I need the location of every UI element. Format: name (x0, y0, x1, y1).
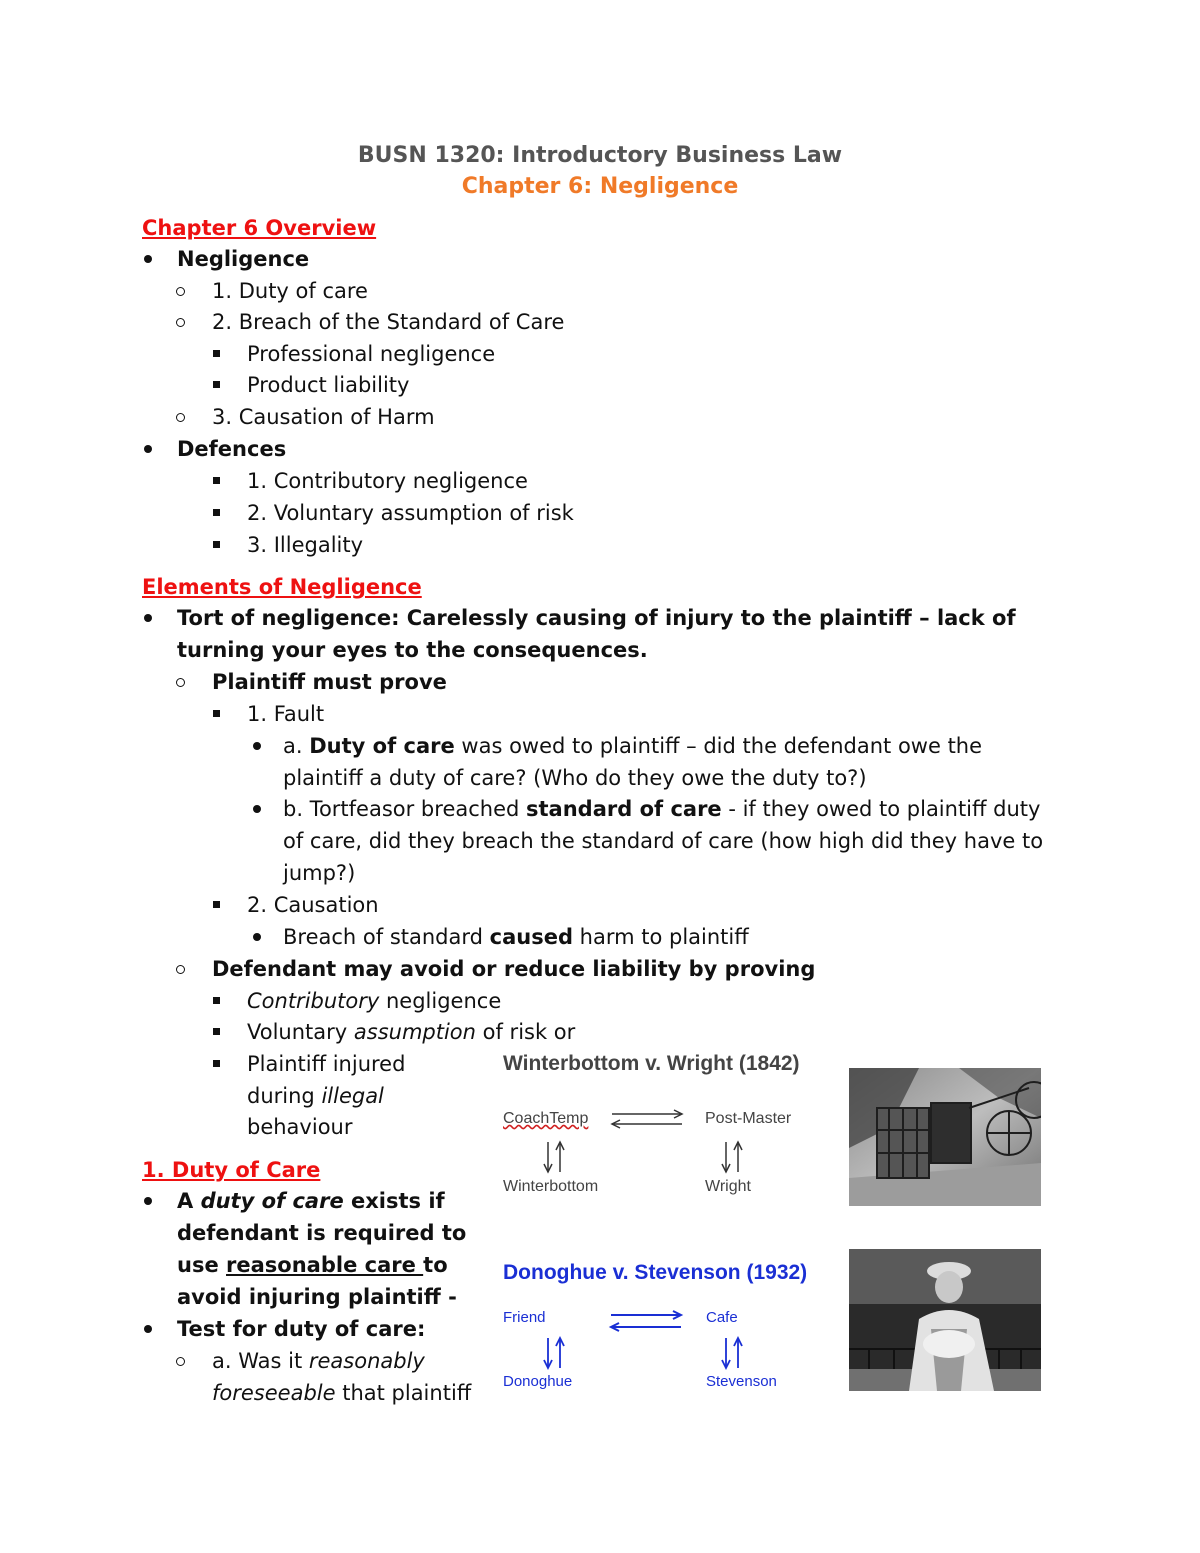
bullet-icon (213, 381, 220, 388)
bullet-icon (176, 287, 185, 296)
duty-def-line3: use reasonable care to (177, 1253, 448, 1277)
bullet-icon (144, 1197, 152, 1205)
case2-top-right: Cafe (706, 1309, 738, 1326)
overview-breach: 2. Breach of the Standard of Care (212, 310, 565, 334)
bullet-icon (253, 933, 261, 941)
bullet-icon (144, 614, 152, 622)
bullet-icon (176, 1357, 185, 1366)
case2-top-left: Friend (503, 1309, 546, 1326)
case1-bottom-left: Winterbottom (503, 1178, 599, 1195)
duty-test: Test for duty of care: (177, 1317, 426, 1341)
case2-right-updown-icon (718, 1334, 758, 1374)
case1-title: Winterbottom v. Wright (1842) (503, 1052, 800, 1075)
overview-product: Product liability (247, 373, 410, 397)
bullet-icon (253, 805, 261, 813)
case1-top-left: CoachTemp (503, 1110, 589, 1127)
donoghue-photo (849, 1249, 1041, 1391)
illegal-line2: during illegal (247, 1084, 384, 1108)
overview-causation: 3. Causation of Harm (212, 405, 435, 429)
plaintiff-must-prove: Plaintiff must prove (212, 670, 447, 694)
chapter-title: Chapter 6: Negligence (461, 174, 739, 199)
bullet-icon (213, 1060, 220, 1067)
duty-test-a-line2: foreseeable that plaintiff (212, 1381, 472, 1405)
bullet-icon (176, 413, 185, 422)
defence-2: 2. Voluntary assumption of risk (247, 501, 574, 525)
fault-item: 1. Fault (247, 702, 325, 726)
bullet-icon (213, 541, 220, 548)
bullet-icon (213, 477, 220, 484)
fault-b-line2: of care, did they breach the standard of care (how high did they have to (283, 829, 1044, 853)
overview-defences: Defences (177, 437, 287, 461)
bullet-icon (176, 678, 185, 687)
bullet-icon (144, 1325, 152, 1333)
tort-definition-line1: Tort of negligence: Carelessly causing of injury to the plaintiff – lack of (177, 606, 1016, 630)
case2-bottom-right: Stevenson (706, 1373, 777, 1390)
case1-bottom-right: Wright (705, 1178, 751, 1195)
defence-3: 3. Illegality (247, 533, 364, 557)
case2-bottom-left: Donoghue (503, 1373, 573, 1390)
case1-right-updown-icon (718, 1138, 758, 1178)
bullet-icon (213, 710, 220, 717)
contributory-item: Contributory negligence (247, 989, 502, 1013)
bullet-icon (213, 1028, 220, 1035)
bullet-icon (213, 997, 220, 1004)
case2-title: Donoghue v. Stevenson (1932) (503, 1261, 808, 1284)
case1-left-updown-icon (540, 1138, 580, 1178)
illegal-line1: Plaintiff injured (247, 1052, 406, 1076)
overview-negligence: Negligence (177, 247, 310, 271)
duty-heading: 1. Duty of Care (142, 1158, 321, 1182)
bullet-icon (213, 901, 220, 908)
case2-left-updown-icon (540, 1334, 580, 1374)
bullet-icon (176, 318, 185, 327)
bullet-icon (176, 965, 185, 974)
voluntary-item: Voluntary assumption of risk or (247, 1020, 576, 1044)
course-title: BUSN 1320: Introductory Business Law (357, 143, 843, 168)
causation-item: 2. Causation (247, 893, 379, 917)
overview-heading: Chapter 6 Overview (142, 216, 377, 240)
duty-test-a-line1: a. Was it reasonably (212, 1349, 425, 1373)
coach-wreck-photo (849, 1068, 1041, 1206)
case1-top-right: Post-Master (705, 1110, 792, 1127)
bullet-icon (253, 742, 261, 750)
duty-def-line1: A duty of care exists if (177, 1189, 445, 1213)
fault-a-line2: plaintiff a duty of care? (Who do they owe the duty to?) (283, 766, 867, 790)
fault-b-line1: b. Tortfeasor breached standard of care - if they owed to plaintiff duty (283, 797, 1041, 821)
fault-a-line1: a. Duty of care was owed to plaintiff – did the defendant owe the (283, 734, 983, 758)
defence-1: 1. Contributory negligence (247, 469, 528, 493)
overview-duty: 1. Duty of care (212, 279, 368, 303)
bullet-icon (213, 350, 220, 357)
bullet-icon (144, 445, 152, 453)
elements-heading: Elements of Negligence (142, 575, 422, 599)
duty-def-line4: avoid injuring plaintiff - (177, 1285, 457, 1309)
overview-professional: Professional negligence (247, 342, 496, 366)
bullet-icon (144, 255, 152, 263)
fault-b-line3: jump?) (283, 861, 356, 885)
illegal-line3: behaviour (247, 1115, 353, 1139)
tort-definition-line2: turning your eyes to the consequences. (177, 638, 648, 662)
case2-arrows-icon (605, 1310, 690, 1334)
caused-harm: Breach of standard caused harm to plaintiff (283, 925, 749, 949)
duty-def-line2: defendant is required to (177, 1221, 467, 1245)
bullet-icon (213, 509, 220, 516)
case1-arrows-icon (600, 1108, 800, 1178)
defendant-avoid: Defendant may avoid or reduce liability by proving (212, 957, 816, 981)
